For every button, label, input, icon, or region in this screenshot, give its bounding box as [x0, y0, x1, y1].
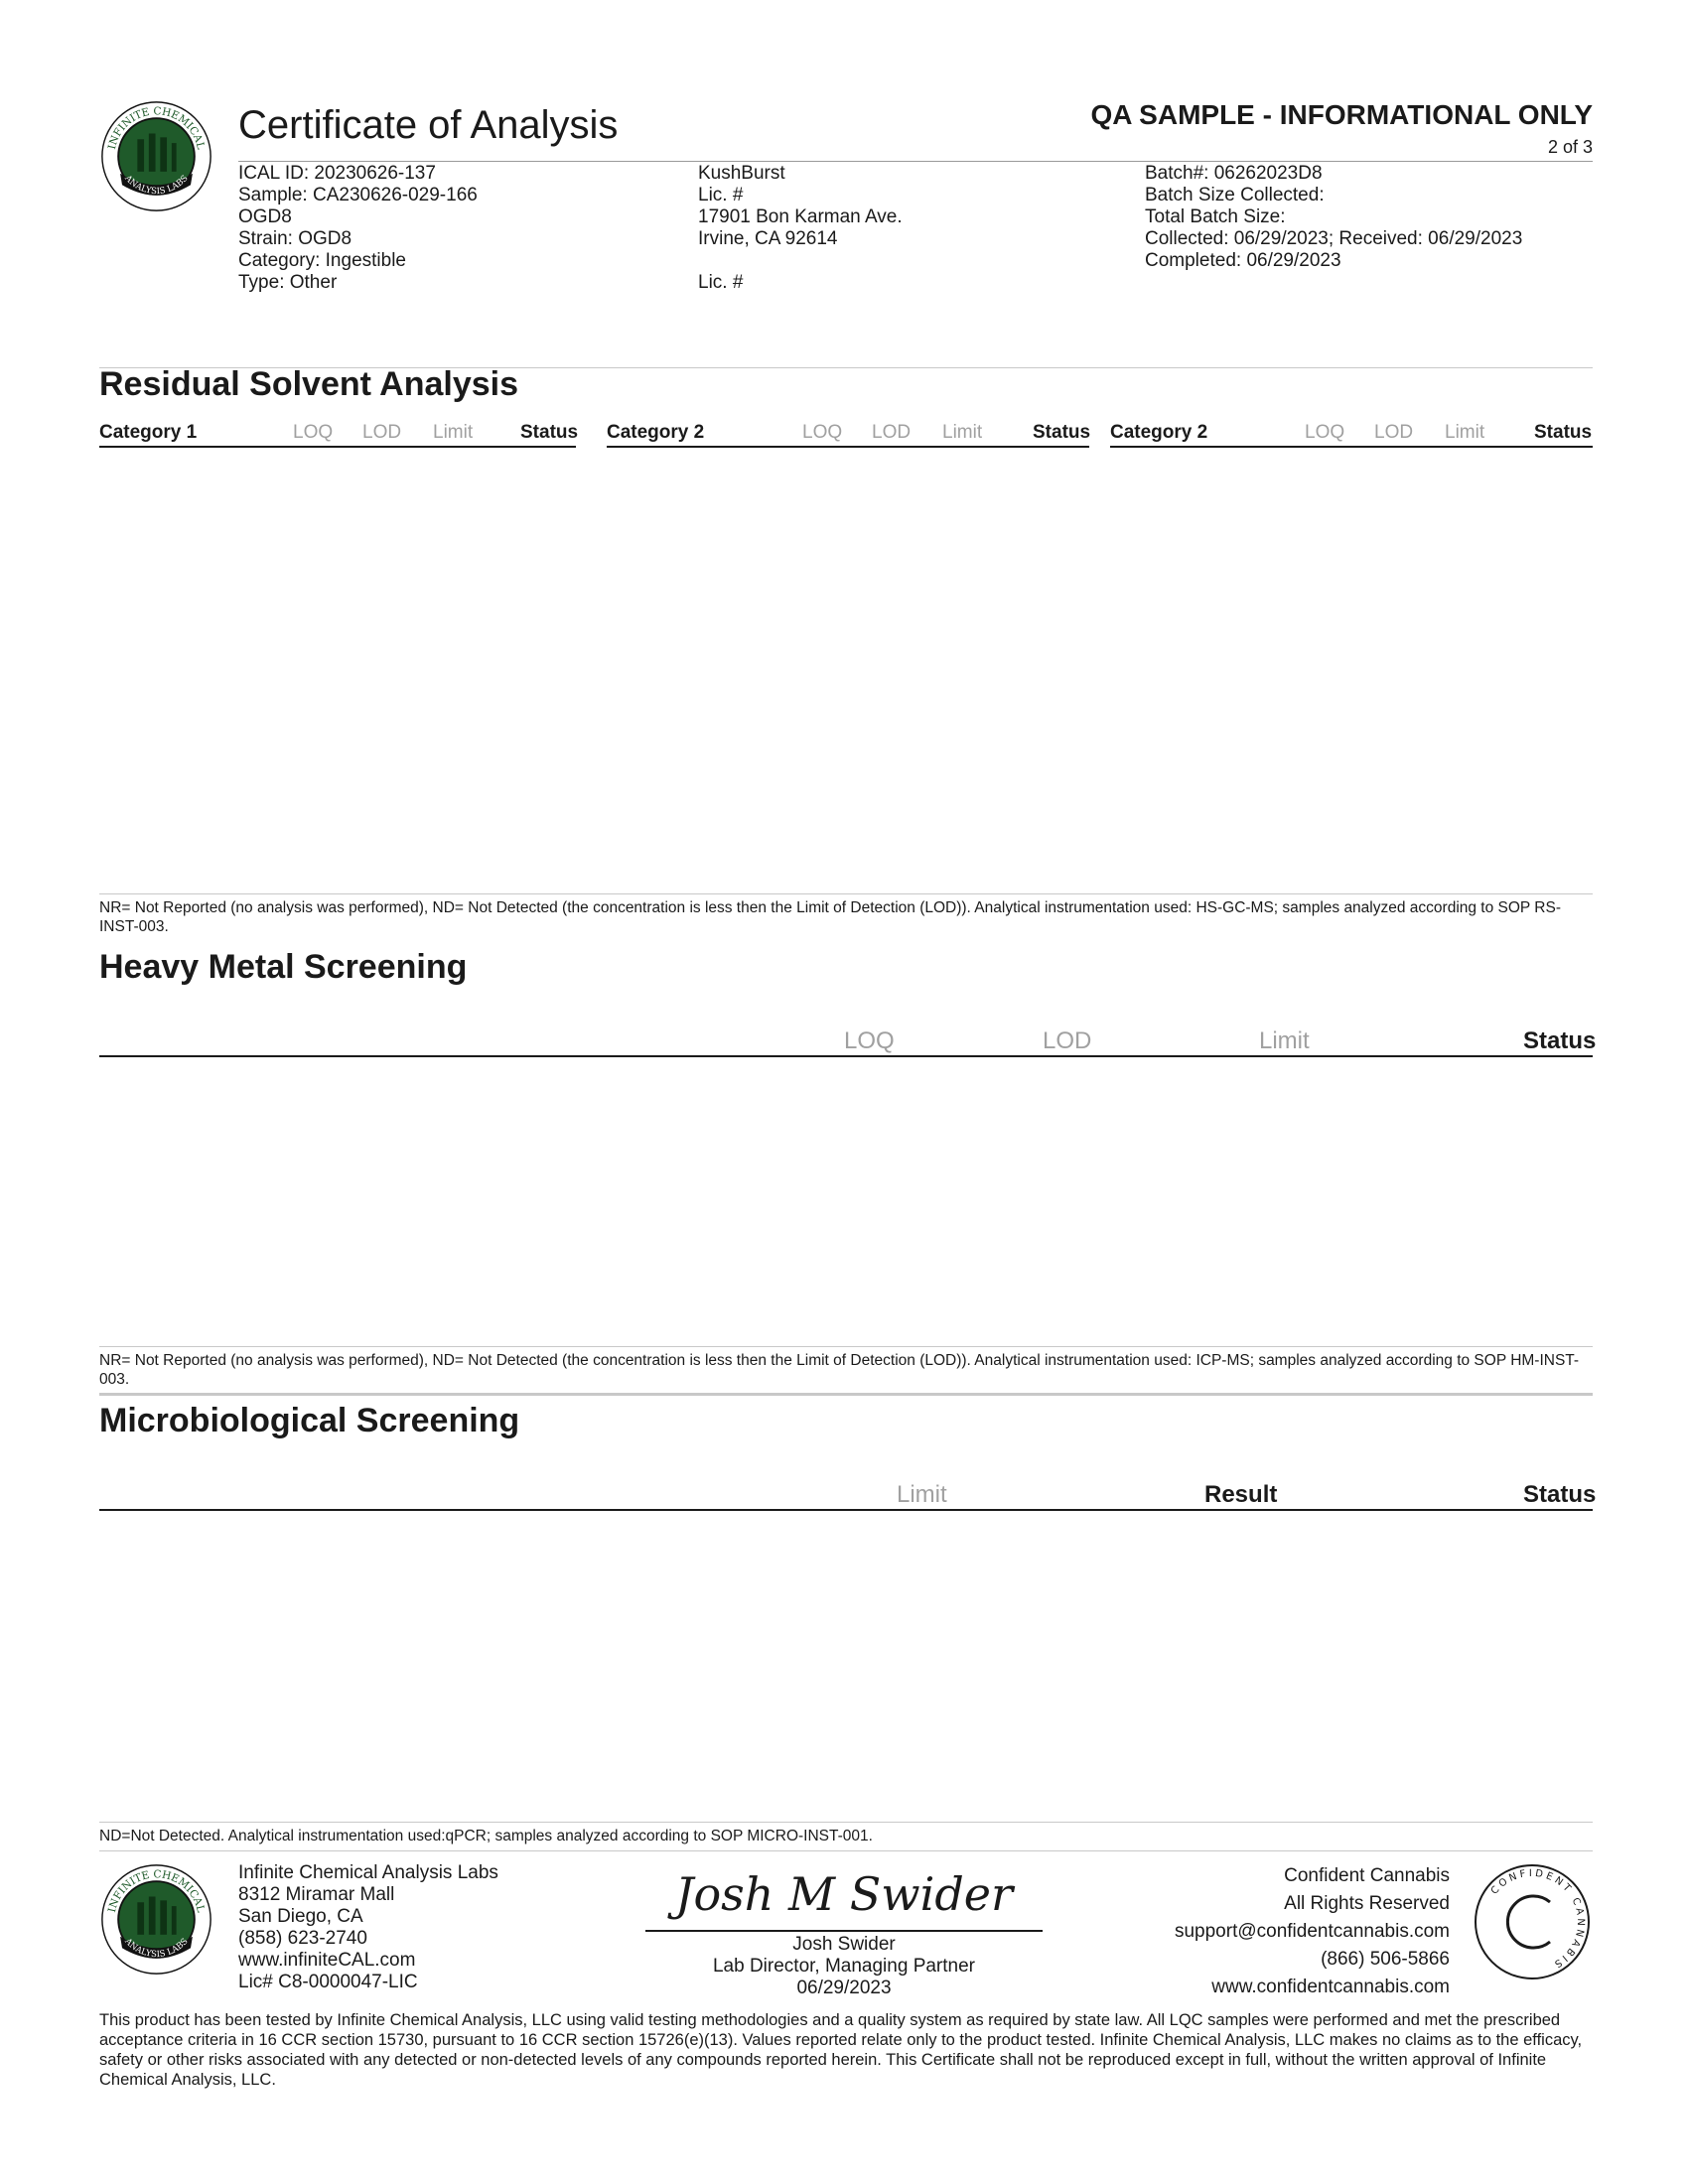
batch-info-line: Batch#: 06262023D8 — [1145, 163, 1323, 184]
micro-limit-header: Limit — [897, 1481, 947, 1508]
page-number: 2 of 3 — [1547, 137, 1593, 157]
client-info-line: Lic. # — [698, 272, 744, 293]
client-info-line: Lic. # — [698, 185, 744, 205]
heavy-metal-title: Heavy Metal Screening — [99, 948, 468, 986]
lab-license: Lic# C8-0000047-LIC — [238, 1972, 418, 1992]
rs-lod-header: LOD — [872, 422, 912, 443]
hm-lod-header: LOD — [1043, 1027, 1092, 1054]
microbiological-note: ND=Not Detected. Analytical instrumentation used:qPCR; samples analyzed according to SOP MICRO-INST-001. — [99, 1828, 873, 1844]
client-info-line: 17901 Bon Karman Ave. — [698, 206, 903, 227]
batch-info-line: Collected: 06/29/2023; Received: 06/29/2023 — [1145, 228, 1523, 249]
cc-rights: All Rights Reserved — [1284, 1893, 1450, 1914]
micro-status-header: Status — [1523, 1481, 1597, 1508]
signature-text: Josh M Swider — [675, 1867, 1013, 1921]
cc-email: support@confidentcannabis.com — [1174, 1921, 1450, 1942]
section-divider — [99, 893, 1593, 894]
rs-limit-header: Limit — [433, 422, 474, 443]
signature-line — [645, 1930, 1043, 1932]
rs-category-header: Category 2 — [1110, 422, 1208, 443]
batch-info-line: Completed: 06/29/2023 — [1145, 250, 1341, 271]
rs-status-header: Status — [1534, 422, 1593, 443]
rs-header-rule — [607, 446, 1089, 448]
client-info-line: Irvine, CA 92614 — [698, 228, 838, 249]
rs-status-header: Status — [520, 422, 579, 443]
confident-cannabis-contact — [1175, 1862, 1450, 2001]
hm-loq-header: LOQ — [844, 1027, 895, 1054]
section-divider — [99, 1346, 1593, 1347]
heavy-metal-note: NR= Not Reported (no analysis was performed), ND= Not Detected (the concentration is less then the Limit of Detection (LOD)). Analytical instrumentation used: ICP-MS; samples analyzed according to SOP HM-INST-003. — [99, 1352, 1580, 1388]
lab-contact — [238, 1862, 498, 1993]
sample-info-line: Sample: CA230626-029-166 — [238, 185, 478, 205]
microbiological-title: Microbiological Screening — [99, 1402, 520, 1439]
rs-loq-header: LOQ — [1305, 422, 1345, 443]
rs-loq-header: LOQ — [293, 422, 334, 443]
sample-info-line: Type: Other — [238, 272, 338, 293]
header-rule — [238, 161, 1593, 162]
signer-title: Lab Director, Managing Partner — [712, 1956, 976, 1977]
sample-info-line: Category: Ingestible — [238, 250, 406, 271]
section-divider — [99, 1393, 1593, 1396]
rs-category-header: Category 2 — [607, 422, 705, 443]
client-info-line — [698, 250, 903, 272]
lab-city: San Diego, CA — [238, 1906, 363, 1927]
batch-info-line: Total Batch Size: — [1145, 206, 1286, 227]
rs-header-rule — [1110, 446, 1593, 448]
sample-info — [238, 163, 478, 294]
sample-info-line: Strain: OGD8 — [238, 228, 352, 249]
batch-info — [1145, 163, 1522, 272]
lab-website: www.infiniteCAL.com — [238, 1950, 416, 1971]
ical-logo — [99, 99, 213, 213]
cc-phone: (866) 506-5866 — [1321, 1949, 1450, 1970]
logo-bottom-text: ANALYSIS LABS — [122, 1936, 191, 1961]
logo-top-text: INFINITE CHEMICAL — [105, 1868, 208, 1914]
rs-lod-header: LOD — [362, 422, 402, 443]
ical-logo-footer — [99, 1862, 213, 1977]
confident-cannabis-logo — [1473, 1862, 1592, 1981]
rs-header-rule — [99, 446, 576, 448]
rs-limit-header: Limit — [942, 422, 983, 443]
qa-notice: QA SAMPLE - INFORMATIONAL ONLY — [1090, 99, 1593, 130]
signer-block — [645, 1934, 1043, 1999]
section-divider — [99, 1822, 1593, 1823]
logo-top-text: INFINITE CHEMICAL — [105, 105, 208, 151]
signer-date: 06/29/2023 — [796, 1978, 892, 1998]
hm-header-rule — [99, 1055, 1593, 1057]
micro-header-rule — [99, 1509, 1593, 1511]
lab-phone: (858) 623-2740 — [238, 1928, 367, 1949]
rs-loq-header: LOQ — [802, 422, 843, 443]
lab-name: Infinite Chemical Analysis Labs — [238, 1862, 498, 1883]
cc-logo-text: CONFIDENT CANNABIS — [1488, 1867, 1587, 1971]
rs-limit-header: Limit — [1445, 422, 1485, 443]
cc-website: www.confidentcannabis.com — [1211, 1977, 1450, 1997]
residual-solvent-note: NR= Not Reported (no analysis was performed), ND= Not Detected (the concentration is less then the Limit of Detection (LOD)). Analytical instrumentation used: HS-GC-MS; samples analyzed according to SOP RS-INST-003. — [99, 899, 1561, 935]
sample-info-line: OGD8 — [238, 206, 292, 227]
rs-category-header: Category 1 — [99, 422, 198, 443]
signature — [665, 1862, 1023, 1928]
client-info-line: KushBurst — [698, 163, 785, 184]
logo-bottom-text: ANALYSIS LABS — [122, 173, 191, 198]
sample-info-line: ICAL ID: 20230626-137 — [238, 163, 436, 184]
batch-info-line: Batch Size Collected: — [1145, 185, 1325, 205]
micro-result-header: Result — [1204, 1481, 1278, 1508]
disclaimer: This product has been tested by Infinite Chemical Analysis, LLC using valid testing methodologies and a quality system as required by state law. All LQC samples were performed and met the prescribed acceptance criteria in 16 CCR section 15730, pursuant to 16 CCR section 15726(e)(13). Values reported relate only to the product tested. Infinite Chemical Analysis, LLC makes no claims as to the efficacy, safety or other risks associated with any detected or non-detected levels of any compounds reported herein. This Certificate shall not be reproduced except in full, without the written approval of Infinite Chemical Analysis, LLC. — [99, 2011, 1583, 2089]
hm-status-header: Status — [1523, 1027, 1597, 1054]
signer-name: Josh Swider — [792, 1934, 896, 1955]
client-info — [698, 163, 903, 294]
rs-lod-header: LOD — [1374, 422, 1414, 443]
residual-solvent-title: Residual Solvent Analysis — [99, 365, 518, 403]
rs-status-header: Status — [1033, 422, 1091, 443]
document-title: Certificate of Analysis — [238, 103, 619, 147]
section-divider — [99, 1850, 1593, 1851]
cc-name: Confident Cannabis — [1284, 1865, 1450, 1886]
hm-limit-header: Limit — [1259, 1027, 1310, 1054]
lab-address: 8312 Miramar Mall — [238, 1884, 395, 1905]
